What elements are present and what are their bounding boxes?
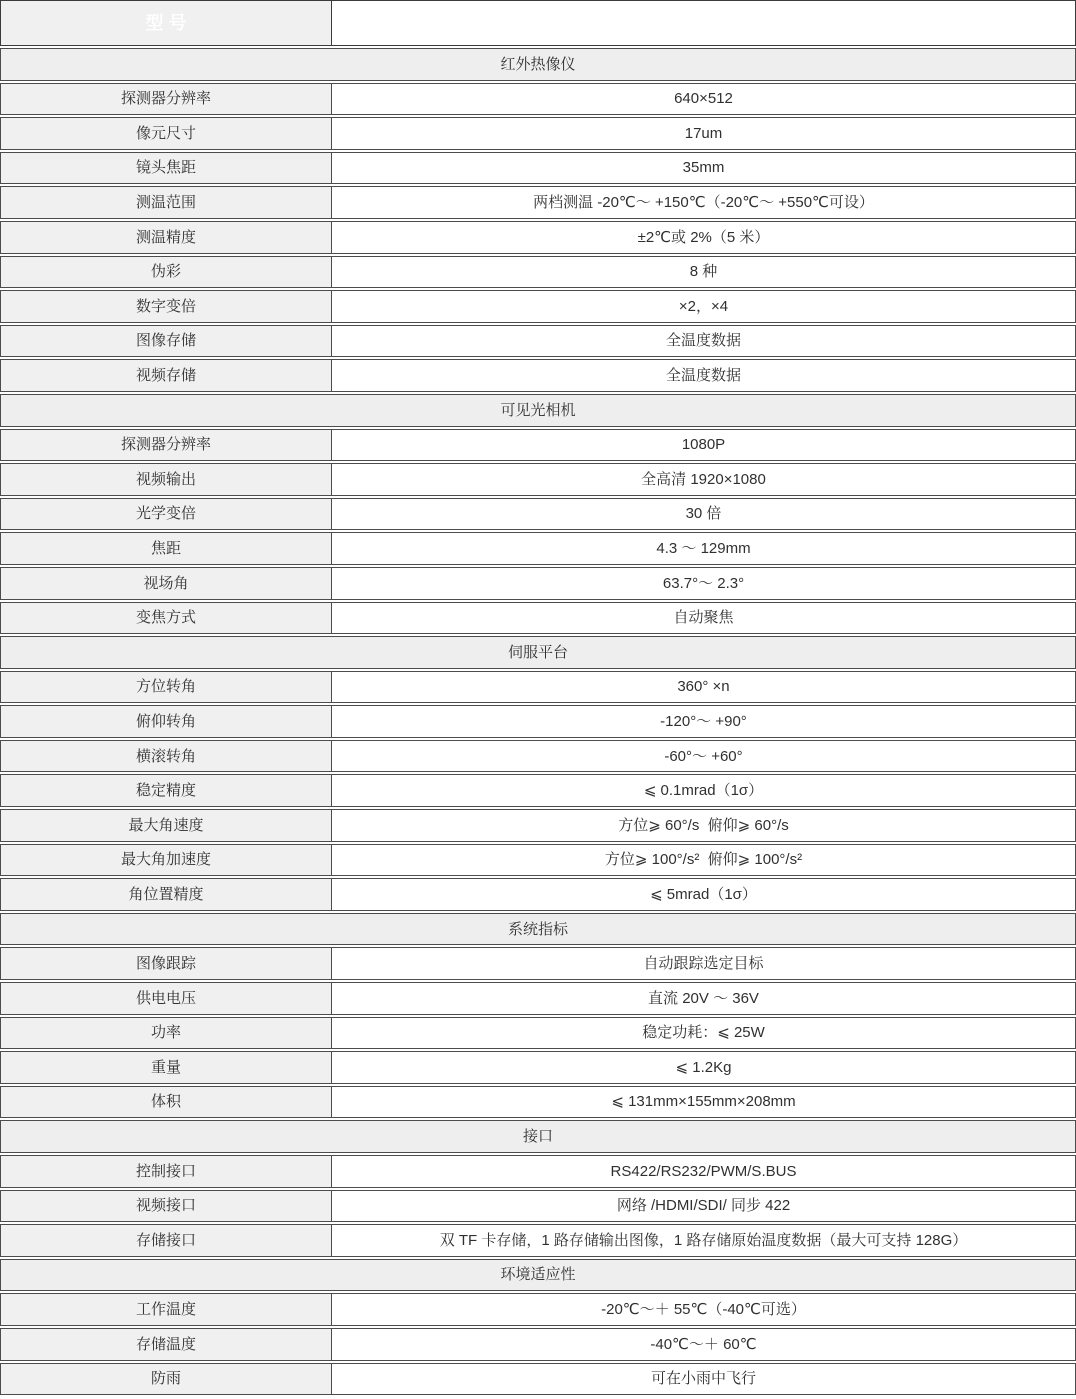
spec-row — [0, 463, 1076, 496]
spec-label: 图像跟踪 — [1, 948, 331, 979]
spec-row — [0, 256, 1076, 289]
table-body — [0, 48, 1076, 1395]
spec-label: 焦距 — [1, 533, 331, 564]
spec-row — [0, 1293, 1076, 1326]
spec-row — [0, 290, 1076, 323]
spec-row — [0, 740, 1076, 773]
spec-row — [0, 152, 1076, 185]
spec-label: 工作温度 — [1, 1294, 331, 1325]
spec-row — [0, 117, 1076, 150]
spec-row — [0, 947, 1076, 980]
spec-label: 功率 — [1, 1018, 331, 1049]
spec-label: 存储接口 — [1, 1225, 331, 1256]
spec-row — [0, 1328, 1076, 1361]
spec-row — [0, 1190, 1076, 1223]
spec-label: 视频接口 — [1, 1191, 331, 1222]
spec-label: 探测器分辨率 — [1, 84, 331, 115]
spec-row — [0, 1051, 1076, 1084]
spec-label: 重量 — [1, 1052, 331, 1083]
spec-label: 视频存储 — [1, 360, 331, 391]
spec-value: 全温度数据 — [331, 326, 1075, 357]
spec-value: 63.7°～ 2.3° — [331, 568, 1075, 599]
section-header-row — [0, 1120, 1076, 1153]
spec-label: 最大角加速度 — [1, 845, 331, 876]
section-header-row — [0, 636, 1076, 669]
spec-row — [0, 221, 1076, 254]
spec-row — [0, 1363, 1076, 1396]
spec-value: -40℃～＋ 60℃ — [331, 1329, 1075, 1360]
spec-label: 横滚转角 — [1, 741, 331, 772]
spec-value: 方位⩾ 60°/s 俯仰⩾ 60°/s — [331, 810, 1075, 841]
spec-row — [0, 671, 1076, 704]
spec-value: 1080P — [331, 430, 1075, 461]
spec-row — [0, 186, 1076, 219]
section-title: 接口 — [1, 1121, 1075, 1152]
spec-row — [0, 567, 1076, 600]
spec-row — [0, 498, 1076, 531]
spec-value: 稳定功耗：⩽ 25W — [331, 1018, 1075, 1049]
spec-value: ⩽ 5mrad（1σ） — [331, 879, 1075, 910]
spec-value: 640×512 — [331, 84, 1075, 115]
section-title: 伺服平台 — [1, 637, 1075, 668]
spec-label: 光学变倍 — [1, 499, 331, 530]
spec-value: ×2，×4 — [331, 291, 1075, 322]
spec-row — [0, 1155, 1076, 1188]
spec-label: 供电电压 — [1, 983, 331, 1014]
spec-value: 全高清 1920×1080 — [331, 464, 1075, 495]
spec-label: 像元尺寸 — [1, 118, 331, 149]
spec-row — [0, 532, 1076, 565]
spec-value: 17um — [331, 118, 1075, 149]
model-header-value: T130D — [331, 1, 1075, 45]
spec-label: 数字变倍 — [1, 291, 331, 322]
spec-label: 俯仰转角 — [1, 706, 331, 737]
section-header-row — [0, 394, 1076, 427]
spec-row — [0, 83, 1076, 116]
spec-row — [0, 1086, 1076, 1119]
spec-label: 测温精度 — [1, 222, 331, 253]
spec-label: 视场角 — [1, 568, 331, 599]
spec-label: 伪彩 — [1, 257, 331, 288]
spec-value: 35mm — [331, 153, 1075, 184]
table-header-row — [0, 0, 1076, 46]
spec-label: 防雨 — [1, 1364, 331, 1395]
spec-value: ±2℃或 2%（5 米） — [331, 222, 1075, 253]
section-header-row — [0, 48, 1076, 81]
spec-label: 体积 — [1, 1087, 331, 1118]
spec-label: 镜头焦距 — [1, 153, 331, 184]
model-header-label: 型 号 — [1, 1, 331, 45]
spec-row — [0, 359, 1076, 392]
spec-label: 探测器分辨率 — [1, 430, 331, 461]
spec-row — [0, 602, 1076, 635]
spec-label: 测温范围 — [1, 187, 331, 218]
spec-value: 360° ×n — [331, 672, 1075, 703]
spec-value: ⩽ 0.1mrad（1σ） — [331, 775, 1075, 806]
spec-value: 两档测温 -20℃～ +150℃（-20℃～ +550℃可设） — [331, 187, 1075, 218]
spec-row — [0, 809, 1076, 842]
spec-value: 30 倍 — [331, 499, 1075, 530]
spec-value: 自动聚焦 — [331, 603, 1075, 634]
section-title: 红外热像仪 — [1, 49, 1075, 80]
spec-label: 变焦方式 — [1, 603, 331, 634]
spec-label: 控制接口 — [1, 1156, 331, 1187]
spec-value: 可在小雨中飞行 — [331, 1364, 1075, 1395]
spec-value: -20℃～＋ 55℃（-40℃可选） — [331, 1294, 1075, 1325]
spec-row — [0, 774, 1076, 807]
spec-value: -120°～ +90° — [331, 706, 1075, 737]
spec-value: 双 TF 卡存储，1 路存储输出图像，1 路存储原始温度数据（最大可支持 128G） — [331, 1225, 1075, 1256]
spec-row — [0, 1224, 1076, 1257]
spec-value: RS422/RS232/PWM/S.BUS — [331, 1156, 1075, 1187]
spec-value: ⩽ 131mm×155mm×208mm — [331, 1087, 1075, 1118]
spec-value: 8 种 — [331, 257, 1075, 288]
spec-value: -60°～ +60° — [331, 741, 1075, 772]
spec-row — [0, 429, 1076, 462]
spec-value: ⩽ 1.2Kg — [331, 1052, 1075, 1083]
spec-value: 网络 /HDMI/SDI/ 同步 422 — [331, 1191, 1075, 1222]
spec-label: 存储温度 — [1, 1329, 331, 1360]
spec-row — [0, 1017, 1076, 1050]
spec-row — [0, 982, 1076, 1015]
spec-label: 图像存储 — [1, 326, 331, 357]
spec-label: 方位转角 — [1, 672, 331, 703]
spec-label: 视频输出 — [1, 464, 331, 495]
spec-value: 4.3 ～ 129mm — [331, 533, 1075, 564]
spec-row — [0, 705, 1076, 738]
spec-row — [0, 325, 1076, 358]
spec-label: 最大角速度 — [1, 810, 331, 841]
section-title: 环境适应性 — [1, 1260, 1075, 1291]
spec-row — [0, 878, 1076, 911]
section-header-row — [0, 913, 1076, 946]
spec-label: 角位置精度 — [1, 879, 331, 910]
spec-value: 直流 20V ～ 36V — [331, 983, 1075, 1014]
spec-value: 方位⩾ 100°/s² 俯仰⩾ 100°/s² — [331, 845, 1075, 876]
section-header-row — [0, 1259, 1076, 1292]
spec-value: 全温度数据 — [331, 360, 1075, 391]
section-title: 系统指标 — [1, 914, 1075, 945]
spec-row — [0, 844, 1076, 877]
spec-value: 自动跟踪选定目标 — [331, 948, 1075, 979]
spec-label: 稳定精度 — [1, 775, 331, 806]
section-title: 可见光相机 — [1, 395, 1075, 426]
